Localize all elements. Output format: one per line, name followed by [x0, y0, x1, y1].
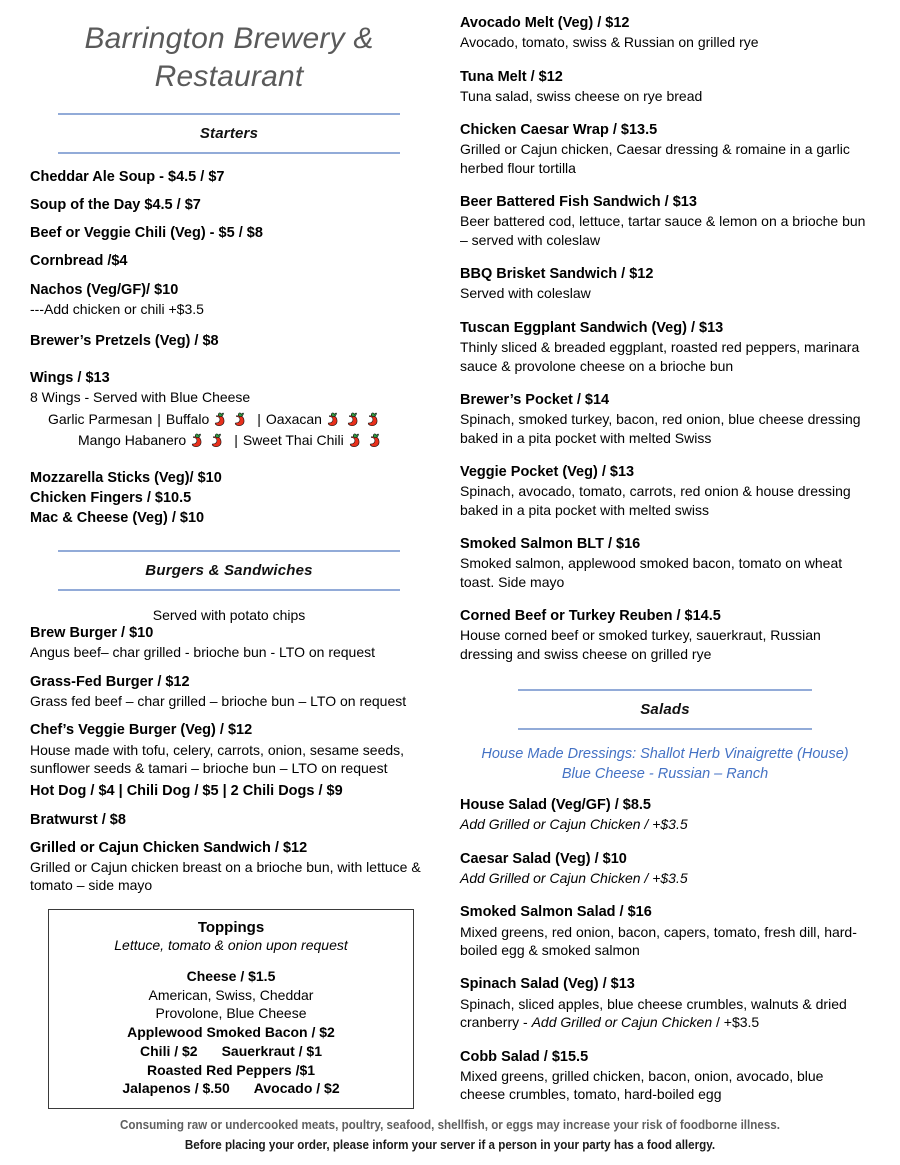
item-name: Hot Dog / $4 | Chili Dog / $5 | 2 Chili Dogs / $9 — [30, 783, 343, 800]
house-made-dressings — [460, 744, 870, 784]
menu-item — [30, 168, 428, 187]
item-description: Avocado, tomato, swiss & Russian on grilled rye — [460, 34, 759, 51]
divider-rule — [518, 689, 812, 691]
separator: | — [257, 410, 261, 427]
menu-item — [460, 463, 870, 519]
menu-item — [460, 903, 870, 959]
item-description: Tuna salad, swiss cheese on rye bread — [460, 87, 703, 104]
menu-item — [30, 469, 428, 488]
burgers-list — [30, 607, 428, 895]
item-name: Cornbread /$4 — [30, 253, 128, 270]
menu-item — [460, 391, 870, 447]
item-description: Grass fed beef – char grilled – brioche bun – LTO on request — [30, 692, 407, 709]
wing-flavors-row-1 — [30, 409, 428, 430]
burgers-note: Served with potato chips — [152, 607, 306, 624]
footer-disclaimer — [32, 1116, 869, 1155]
item-description: Angus beef– char grilled - brioche bun - LTO on request — [30, 644, 376, 661]
item-description: Mixed greens, grilled chicken, bacon, onion, avocado, blue cheese crumbles, tomato, hard-boiled egg — [460, 1067, 824, 1103]
section-label-salads: Salads — [640, 701, 690, 719]
footer-line-1: Consuming raw or undercooked meats, poultry, seafood, shellfish, or eggs may increase your risk of foodborne illness. — [120, 1118, 780, 1133]
menu-item — [460, 607, 870, 663]
toppings-box — [48, 909, 414, 1109]
item-name: Grilled or Cajun Chicken Sandwich / $12 — [30, 839, 308, 856]
menu-item — [460, 850, 870, 888]
section-header-burgers — [30, 550, 428, 591]
item-description: House corned beef or smoked turkey, sauerkraut, Russian dressing and swiss cheese on grilled rye — [460, 627, 821, 662]
chili-pepper-icon — [345, 411, 362, 428]
menu-item — [30, 489, 428, 508]
item-name: Mac & Cheese (Veg) / $10 — [30, 510, 205, 527]
menu-item — [30, 673, 428, 711]
item-description: Spinach, avocado, tomato, carrots, red onion & house dressing baked in a pita pocket with melted swiss — [460, 483, 851, 518]
starters-list — [30, 168, 428, 528]
item-description: Smoked salmon, applewood smoked bacon, tomato on wheat toast. Side mayo — [460, 555, 843, 590]
chili-pepper-icon — [367, 432, 384, 449]
item-name: Beer Battered Fish Sandwich / $13 — [460, 194, 697, 211]
item-description: Thinly sliced & breaded eggplant, roasted red peppers, marinara sauce & provolone cheese on a brioche bun — [460, 339, 860, 374]
salads-list — [460, 796, 870, 1103]
toppings-jalapenos-avocado — [59, 1079, 403, 1098]
menu-item — [30, 721, 428, 777]
starters-list-tail — [30, 469, 428, 528]
menu-item — [460, 319, 870, 375]
item-name: Chicken Caesar Wrap / $13.5 — [460, 122, 658, 139]
toppings-bacon: Applewood Smoked Bacon / $2 — [127, 1024, 335, 1040]
menu-item — [460, 975, 870, 1031]
toppings-subtitle: Lettuce, tomato & onion upon request — [114, 936, 348, 953]
item-name: Chef’s Veggie Burger (Veg) / $12 — [30, 722, 253, 739]
dressings-line-1: House Made Dressings: Shallot Herb Vinaigrette (House) — [481, 746, 849, 763]
menu-item — [30, 624, 428, 662]
item-name: Mozzarella Sticks (Veg)/ $10 — [30, 469, 222, 486]
chili-pepper-icon — [347, 432, 364, 449]
item-name: BBQ Brisket Sandwich / $12 — [460, 266, 654, 283]
menu-item — [460, 265, 870, 303]
divider-rule — [518, 728, 812, 730]
item-description: Add Grilled or Cajun Chicken / +$3.5 — [460, 869, 688, 886]
chili-pepper-icon — [365, 411, 382, 428]
menu-item — [460, 14, 870, 52]
desc-post: / +$3.5 — [712, 1014, 760, 1031]
menu-item — [460, 796, 870, 834]
toppings-sauerkraut: Sauerkraut / $1 — [221, 1042, 322, 1059]
menu-item-wings — [30, 369, 428, 407]
item-description: Grilled or Cajun chicken breast on a brioche bun, with lettuce & tomato – side mayo — [30, 858, 421, 894]
left-column — [30, 14, 440, 1109]
item-name: Grass-Fed Burger / $12 — [30, 673, 190, 690]
item-name: Brewer’s Pocket / $14 — [460, 391, 610, 408]
item-description: House made with tofu, celery, carrots, onion, sesame seeds, sunflower seeds & tamari – brioche bun – LTO on request — [30, 741, 405, 776]
item-description — [460, 995, 870, 1032]
item-name: Corned Beef or Turkey Reuben / $14.5 — [460, 608, 721, 625]
menu-item — [30, 811, 428, 830]
wing-flavor-label: Mango Habanero — [78, 431, 187, 448]
item-description: Beer battered cod, lettuce, tartar sauce & lemon on a brioche bun – served with coleslaw — [460, 213, 866, 248]
item-name: Brew Burger / $10 — [30, 625, 154, 642]
item-description: Spinach, smoked turkey, bacon, red onion, blue cheese dressing baked in a pita pocket with melted Swiss — [460, 411, 861, 446]
desc-add-chicken: Add Grilled or Cajun Chicken — [531, 1014, 713, 1031]
chili-pepper-rating — [186, 432, 229, 449]
item-name: Spinach Salad (Veg) / $13 — [460, 976, 635, 993]
wing-flavors-row-2 — [30, 430, 428, 451]
menu-item — [460, 1048, 870, 1104]
desc-pre: Spinach, sliced apples, blue cheese crumbles, walnuts & dried cranberry - — [460, 995, 847, 1031]
chili-pepper-icon — [325, 411, 342, 428]
item-name: Soup of the Day $4.5 / $7 — [30, 197, 201, 214]
menu-item — [460, 121, 870, 177]
right-column — [440, 14, 870, 1104]
divider-rule — [58, 113, 400, 115]
item-name: Cheddar Ale Soup - $4.5 / $7 — [30, 169, 225, 185]
wing-flavor-label: Sweet Thai Chili — [242, 431, 344, 448]
toppings-cheese-line-1: American, Swiss, Cheddar — [148, 986, 314, 1003]
menu-item — [30, 281, 428, 319]
wing-flavor-label: Buffalo — [165, 410, 210, 427]
item-name: Avocado Melt (Veg) / $12 — [460, 15, 630, 31]
toppings-chili: Chili / $2 — [140, 1042, 198, 1059]
menu-item — [460, 68, 870, 106]
section-label-burgers: Burgers & Sandwiches — [145, 562, 313, 580]
item-description: Add Grilled or Cajun Chicken / +$3.5 — [460, 816, 688, 833]
separator: | — [234, 431, 238, 448]
chili-pepper-icon — [212, 411, 229, 428]
page-title: Barrington Brewery & Restaurant — [84, 22, 374, 93]
item-description: 8 Wings - Served with Blue Cheese — [30, 389, 251, 406]
section-label-starters: Starters — [199, 125, 259, 142]
toppings-cheese-line-2: Provolone, Blue Cheese — [155, 1005, 307, 1022]
item-name: Smoked Salmon BLT / $16 — [460, 536, 641, 553]
footer-line-2: Before placing your order, please inform your server if a person in your party has a food allergy. — [184, 1137, 716, 1152]
spacer — [30, 451, 428, 469]
dressings-line-2: Blue Cheese - Russian – Ranch — [561, 766, 769, 783]
item-name: Beef or Veggie Chili (Veg) - $5 / $8 — [30, 225, 263, 242]
menu-item — [30, 224, 428, 243]
item-name: Chicken Fingers / $10.5 — [30, 489, 192, 506]
item-name: Smoked Salmon Salad / $16 — [460, 904, 652, 921]
divider-rule — [58, 550, 400, 552]
sandwiches-list — [460, 14, 870, 663]
divider-rule — [58, 152, 400, 154]
toppings-roasted-red-peppers: Roasted Red Peppers /$1 — [146, 1061, 316, 1078]
menu-item — [30, 509, 428, 528]
item-description: Served with coleslaw — [460, 285, 591, 302]
chili-pepper-icon — [189, 432, 206, 449]
chili-pepper-icon — [232, 411, 249, 428]
toppings-chili-sauerkraut — [59, 1042, 403, 1061]
item-name: Bratwurst / $8 — [30, 811, 126, 828]
toppings-avocado: Avocado / $2 — [253, 1080, 340, 1097]
item-description: Mixed greens, red onion, bacon, capers, tomato, fresh dill, hard-boiled egg & smoked salmon — [460, 923, 857, 958]
section-header-starters — [30, 113, 428, 154]
menu-item — [460, 535, 870, 591]
item-name: Tuscan Eggplant Sandwich (Veg) / $13 — [460, 319, 724, 336]
item-name: Wings / $13 — [30, 370, 110, 387]
chili-pepper-rating — [344, 432, 387, 449]
chili-pepper-rating — [322, 411, 385, 428]
divider-rule — [58, 589, 400, 591]
toppings-cheese-heading: Cheese / $1.5 — [186, 967, 276, 984]
menu-item — [30, 252, 428, 271]
menu-item — [30, 839, 428, 895]
wing-flavor-label: Oaxacan — [265, 410, 322, 427]
item-name: House Salad (Veg/GF) / $8.5 — [460, 797, 651, 814]
item-name: Tuna Melt / $12 — [460, 68, 563, 85]
menu-item — [30, 782, 428, 801]
toppings-jalapenos: Jalapenos / $.50 — [122, 1080, 230, 1097]
item-description: Grilled or Cajun chicken, Caesar dressing & romaine in a garlic herbed flour tortilla — [460, 141, 850, 176]
menu-item — [30, 196, 428, 215]
wing-flavor-label: Garlic Parmesan — [48, 410, 153, 427]
item-name: Nachos (Veg/GF)/ $10 — [30, 281, 179, 298]
item-description: ---Add chicken or chili +$3.5 — [30, 300, 204, 317]
item-name: Cobb Salad / $15.5 — [460, 1048, 589, 1065]
section-header-salads — [460, 689, 870, 730]
chili-pepper-rating — [209, 411, 252, 428]
separator: | — [157, 410, 161, 427]
menu-item — [30, 332, 428, 351]
chili-pepper-icon — [209, 432, 226, 449]
menu-item — [460, 193, 870, 249]
item-name: Caesar Salad (Veg) / $10 — [460, 850, 627, 867]
item-name: Brewer’s Pretzels (Veg) / $8 — [30, 333, 219, 350]
item-name: Veggie Pocket (Veg) / $13 — [460, 464, 635, 481]
toppings-title: Toppings — [197, 918, 265, 936]
